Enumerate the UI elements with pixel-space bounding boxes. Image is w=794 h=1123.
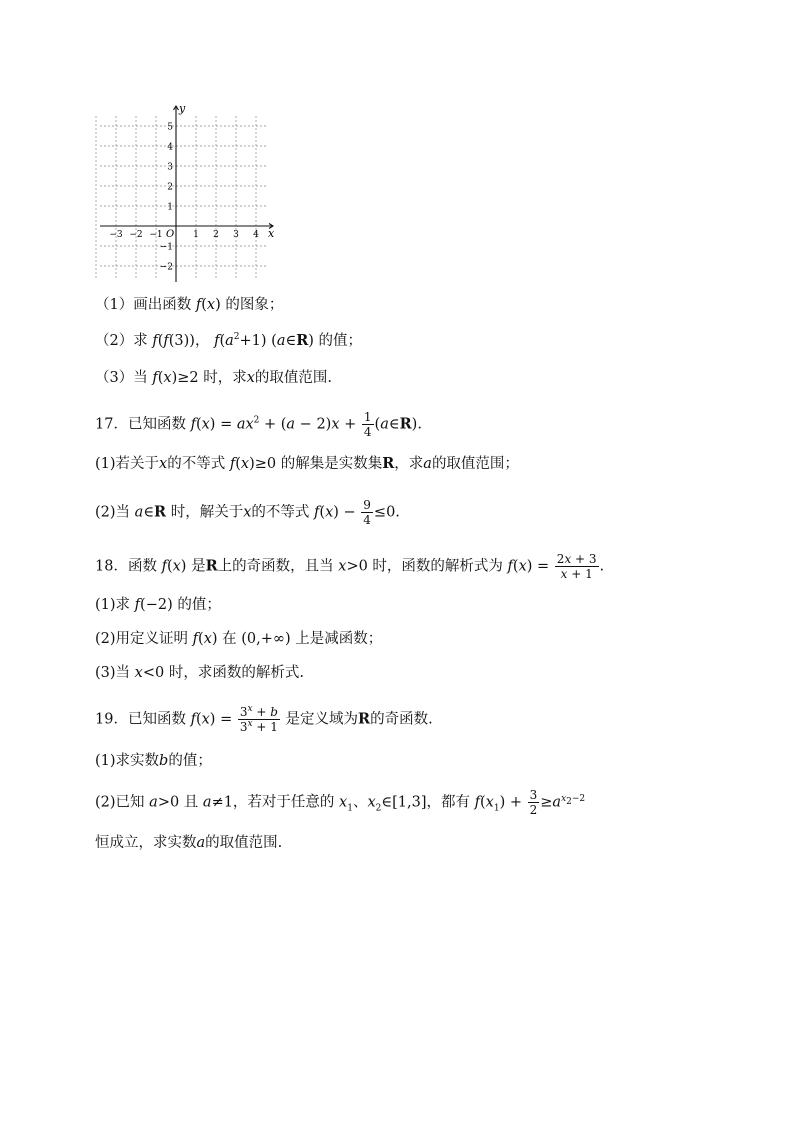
- q19-stem: 19．已知函数 f(x) = $\frac{3^x + b}{3^x + 1}$ 是定义域为R的奇函数.: [95, 704, 433, 734]
- q17-part2: (2)当 a∈R 时，解关于x的不等式 f(x) − $\frac{9}{4}$ ≤0.: [95, 498, 400, 527]
- x-tick-label: −2: [129, 230, 143, 240]
- q18-part3: (3)当 x<0 时，求函数的解析式.: [95, 665, 304, 681]
- q18-part1: (1)求 f(−2) 的值；: [95, 597, 221, 613]
- y-tick-label: 3: [167, 162, 173, 173]
- x-axis-label: x: [268, 227, 275, 240]
- origin-label: O: [166, 229, 175, 240]
- q19-part2: (2)已知 a>0 且 a≠1，若对于任意的 $x_1$、$x_2\in[1,3]$，都有 $f(x_1)$ + $\frac{3}{2}$ $\ge a^{x_2-2}$: [95, 788, 586, 817]
- q18-stem: 18．函数 f(x) 是R上的奇函数，且当 x>0 时，函数的解析式为 f(x) = $\frac{2x + 3}{x + 1}$ .: [95, 552, 605, 581]
- q19-part1: (1)求实数b的值；: [95, 753, 212, 769]
- x-tick-label: 3: [233, 230, 239, 240]
- y-tick-label: 1: [167, 202, 173, 213]
- q16-part3: （3）当 f(x)≥2 时，求x的取值范围.: [95, 370, 333, 386]
- q17-part1: (1)若关于x的不等式 f(x)≥0 的解集是实数集R，求a的取值范围；: [95, 455, 519, 472]
- q19-part2-continued: 恒成立，求实数a的取值范围.: [95, 835, 283, 851]
- coordinate-grid-figure: [95, 100, 280, 285]
- q17-stem: 17．已知函数 $f(x) = ax^2 + (a - 2)x$ + $\frac{1}{4}$ (a∈R).: [95, 410, 422, 439]
- q18-part2: (2)用定义证明 f(x) 在 (0,+∞) 上是减函数；: [95, 631, 383, 647]
- x-tick-label: 1: [193, 230, 199, 240]
- q16-part2: （2）求 f(f(3))， $f(a^2+1)$ (a∈R) 的值；: [95, 332, 363, 349]
- q16-part1: （1）画出函数 f(x) 的图象；: [95, 297, 284, 313]
- x-tick-label: 4: [253, 230, 259, 240]
- y-tick-label: 4: [167, 142, 173, 153]
- y-tick-label: 5: [167, 122, 173, 133]
- y-tick-label: −2: [159, 262, 173, 273]
- x-tick-label: −1: [149, 230, 163, 240]
- y-tick-label: −1: [159, 242, 173, 253]
- y-tick-label: 2: [167, 182, 173, 193]
- y-axis-label: y: [179, 102, 186, 115]
- x-tick-label: −3: [109, 230, 123, 240]
- x-tick-label: 2: [213, 230, 219, 240]
